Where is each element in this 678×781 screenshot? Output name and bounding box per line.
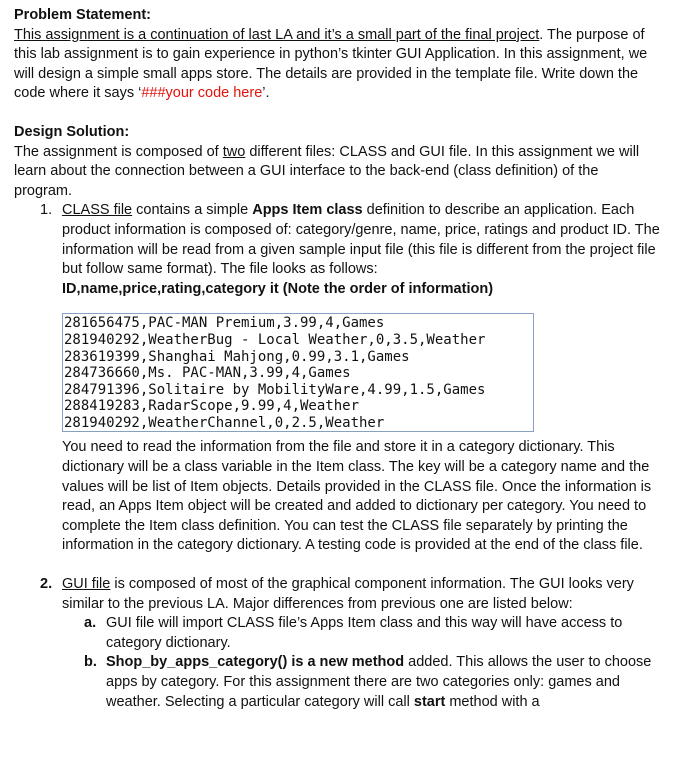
gui-file-link: GUI file [62, 576, 111, 593]
two-underlined: two [222, 143, 246, 160]
item2-text: is composed of most of the graphical component information. The GUI looks very similar to the previous LA. Major differences from previous one are listed below: [62, 576, 634, 612]
item1-after-code-paragraph: You need to read the information from the file and store it in a category dictionary. This dictionary will be a class variable in the Item class. The key will be a category name and the values will be list of Item objects. Details provided in the CLASS file. Once the information is read, an Apps Item object will be created and added to dictionary per category. You need to complete the Item class definition. You can test the CLASS file separately by printing the information in the category dictionary. A testing code is provided at the end of the class file. [62, 439, 652, 554]
list-item-class-file [14, 201, 660, 556]
design-solution-heading: Design Solution: [14, 123, 130, 140]
class-file-link: CLASS file [62, 202, 133, 219]
start-bold: start [413, 693, 446, 710]
spacer [14, 104, 660, 123]
sub-b-text-end: method with a [445, 693, 540, 710]
code-marker: ###your code here [141, 85, 263, 102]
sub-letter: b. [84, 654, 97, 671]
sub-item-b [62, 653, 660, 712]
problem-text: . The purpose of this lab assignment is to gain experience in python’s tkinter GUI Application. In this assignment, we will design a simple small apps store. The details are provided in the template file. Write down the code where it says ‘ [14, 26, 648, 102]
method-bold: Shop_by_apps_category() is a new method [106, 654, 405, 671]
code-line: 281656475,PAC-MAN Premium,3.99,4,Games [64, 315, 385, 332]
design-text: The assignment is composed of [14, 143, 223, 160]
apps-item-class-bold: Apps Item class [252, 202, 363, 219]
code-line: 284736660,Ms. PAC-MAN,3.99,4,Games [64, 365, 351, 382]
numbered-list [14, 201, 660, 712]
problem-link-text: This assignment is a continuation of last LA and it’s a small part of the final project [14, 26, 540, 43]
code-line: 281940292,WeatherBug - Local Weather,0,3.5,Weather [64, 331, 486, 348]
item2-paragraph [62, 575, 660, 614]
spacer [14, 556, 660, 575]
problem-text-end: ’. [262, 85, 270, 102]
item-number: 1. [40, 202, 53, 219]
design-text-rest: different files: CLASS and GUI file. In this assignment we will learn about the connection between a GUI interface to the back-end (class definition) of the program. [14, 143, 640, 199]
design-solution-paragraph [14, 143, 660, 202]
code-line: 281940292,WeatherChannel,0,2.5,Weather [64, 414, 385, 431]
item1-text-rest: definition to describe an application. Each product information is composed of: category/genre, name, price, ratings and product ID. The information will be read from a given sample input file (this file is different from the project file but follow same format). The file looks as follows: [62, 202, 660, 278]
item1-text: contains a simple [132, 202, 253, 219]
sub-item-a-text: GUI file will import CLASS file’s Apps Item class and this way will have access to category dictionary. [106, 615, 623, 651]
item1-paragraph [62, 201, 660, 279]
sample-file-box [62, 313, 534, 432]
code-line: 288419283,RadarScope,9.99,4,Weather [64, 398, 360, 415]
format-line: ID,name,price,rating,category it (Note the order of information) [62, 280, 494, 297]
code-line: 284791396,Solitaire by MobilityWare,4.99,1.5,Games [64, 381, 486, 398]
list-item-gui-file [14, 575, 660, 712]
sub-letter: a. [84, 615, 97, 632]
sub-b-text: added. This allows the user to choose apps by category. For this assignment there are two categories only: games and weather. Selecting a particular category will call [106, 654, 652, 710]
item-number: 2. [40, 576, 53, 593]
problem-statement-heading: Problem Statement: [14, 7, 151, 23]
sub-item-a [62, 614, 660, 653]
code-line: 283619399,Shanghai Mahjong,0.99,3.1,Games [64, 348, 410, 365]
problem-statement-paragraph [14, 26, 660, 104]
sub-item-b-text [106, 653, 660, 712]
